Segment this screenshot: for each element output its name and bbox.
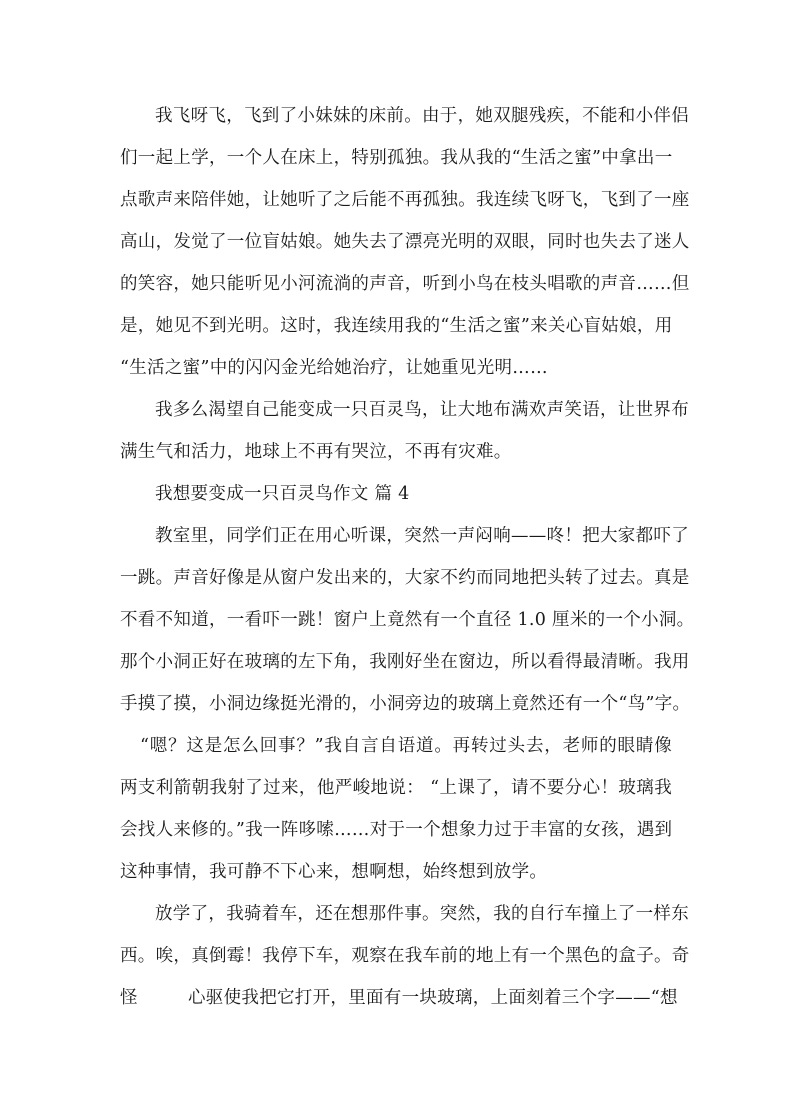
text-line: 教室里，同学们正在用心听课，突然一声闷响——咚！把大家都吓了 <box>155 526 689 546</box>
text-line: 手摸了摸，小洞边缘挺光滑的，小洞旁边的玻璃上竟然还有一个“鸟”字。 <box>120 694 691 714</box>
text-line: 放学了，我骑着车，还在想那件事。突然，我的自行车撞上了一样东 <box>155 904 689 924</box>
text-line: 点歌声来陪伴她，让她听了之后能不再孤独。我连续飞呀飞，飞到了一座 <box>120 190 690 210</box>
text-line: 满生气和活力，地球上不再有哭泣，不再有灾难。 <box>120 442 512 462</box>
text-line: 我飞呀飞，飞到了小妹妹的床前。由于，她双腿残疾，不能和小伴侣 <box>155 106 689 126</box>
text-line: 心驱使我把它打开，里面有一块玻璃，上面刻着三个字——“想 <box>188 988 678 1008</box>
text-line: 这种事情，我可静不下心来，想啊想，始终想到放学。 <box>120 862 548 882</box>
text-line: 会找人来修的。”我一阵哆嗦……对于一个想象力过于丰富的女孩，遇到 <box>120 820 673 840</box>
text-line: 们一起上学，一个人在床上，特别孤独。我从我的“生活之蜜”中拿出一 <box>120 148 673 168</box>
text-line: 高山，发觉了一位盲姑娘。她失去了漂亮光明的双眼，同时也失去了迷人 <box>120 232 690 252</box>
text-line: 的笑容，她只能听见小河流淌的声音，听到小鸟在枝头唱歌的声音……但 <box>120 274 690 294</box>
section-heading: 我想要变成一只百灵鸟作文 篇 4 <box>155 484 410 504</box>
text-line: “生活之蜜”中的闪闪金光给她治疗，让她重见光明…… <box>120 358 548 378</box>
text-line: 两支利箭朝我射了过来，他严峻地说： “上课了，请不要分心！玻璃我 <box>120 778 672 798</box>
text-line: “嗯？这是怎么回事？”我自言自语道。再转过头去，老师的眼睛像 <box>140 736 672 756</box>
text-line: 不看不知道，一看吓一跳！窗户上竟然有一个直径 1.0 厘米的一个小洞。 <box>120 610 695 630</box>
text-line: 我多么渴望自己能变成一只百灵鸟，让大地布满欢声笑语，让世界布 <box>155 400 689 420</box>
text-line: 西。唉，真倒霉！我停下车，观察在我车前的地上有一个黑色的盒子。奇 <box>120 946 690 966</box>
text-line: 一跳。声音好像是从窗户发出来的，大家不约而同地把头转了过去。真是 <box>120 568 690 588</box>
text-line: 怪 <box>120 988 138 1008</box>
text-line: 是，她见不到光明。这时，我连续用我的“生活之蜜”来关心盲姑娘，用 <box>120 316 673 336</box>
text-line: 那个小洞正好在玻璃的左下角，我刚好坐在窗边，所以看得最清晰。我用 <box>120 652 690 672</box>
